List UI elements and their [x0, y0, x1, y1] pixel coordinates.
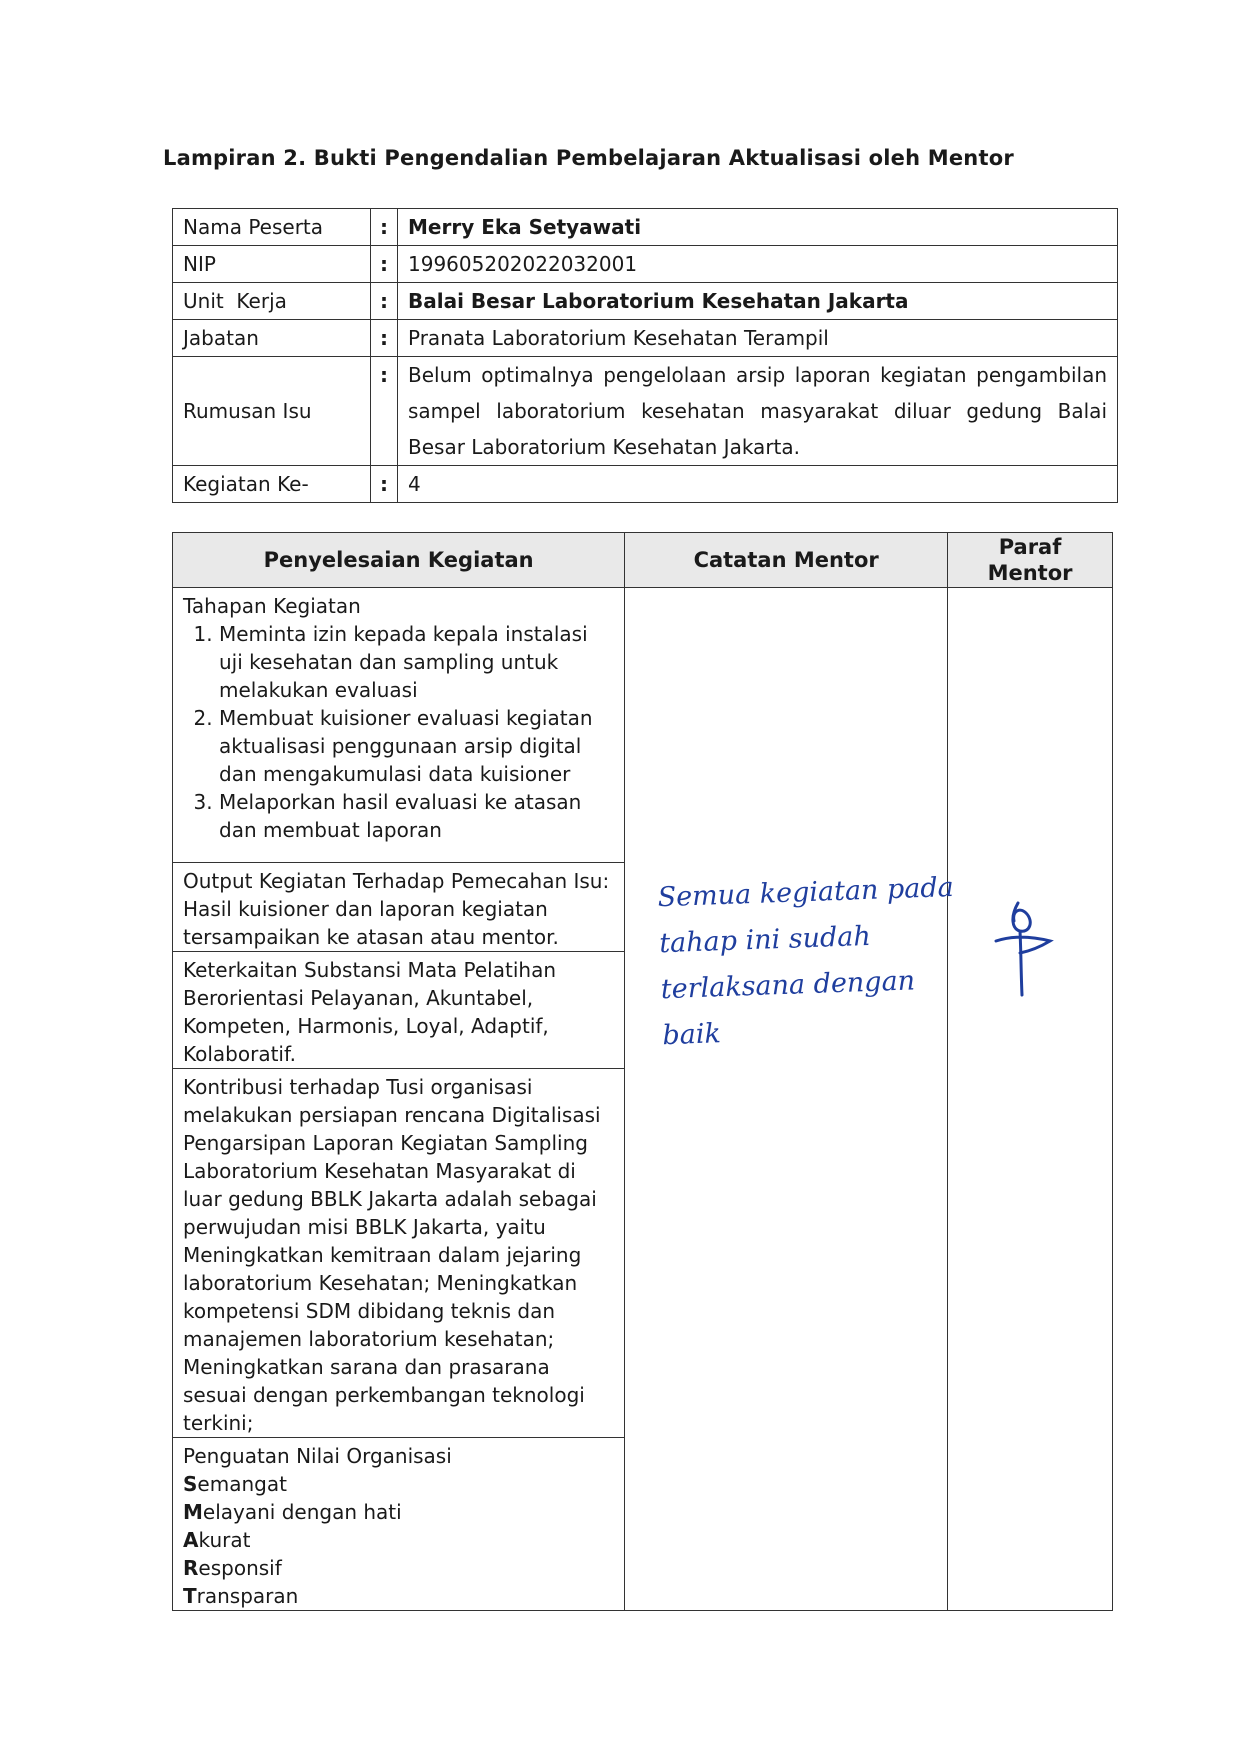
- mentor-handwritten-note: Semua kegiatan pada tahap ini sudah terlaksana dengan baik: [657, 871, 955, 1052]
- nilai-item: [183, 1498, 614, 1526]
- kontribusi-cell: Kontribusi terhadap Tusi organisasi melakukan persiapan rencana Digitalisasi Pengarsipan Laporan Kegiatan Sampling Laboratorium Kesehatan Masyarakat di luar gedung BBLK Jakarta adalah sebagai perwujudan misi BBLK Jakarta, yaitu Meningkatkan kemitraan dalam jejaring laboratorium Kesehatan; Meningkatkan kompetensi SDM dibidang teknis dan manajemen laboratorium kesehatan; Meningkatkan sarana dan prasarana sesuai dengan perkembangan teknologi terkini;: [173, 1069, 625, 1438]
- info-row-unit: [173, 283, 1118, 320]
- row-tahapan: [173, 588, 1113, 863]
- output-cell: [173, 863, 625, 952]
- participant-info-table: [172, 208, 1118, 503]
- nilai-item: [183, 1470, 614, 1498]
- nilai-rest: esponsif: [198, 1556, 282, 1580]
- nilai-initial: M: [183, 1500, 203, 1524]
- nama-label: Nama Peserta: [173, 209, 371, 246]
- keterkaitan-cell: Keterkaitan Substansi Mata Pelatihan Berorientasi Pelayanan, Akuntabel, Kompeten, Harmonis, Loyal, Adaptif, Kolaboratif.: [173, 952, 625, 1069]
- tahapan-step: 3. Melaporkan hasil evaluasi ke atasan dan membuat laporan: [219, 788, 614, 844]
- info-row-jabatan: [173, 320, 1118, 357]
- unit-label: Unit Kerja: [173, 283, 371, 320]
- nilai-cell: [173, 1438, 625, 1611]
- colon: :: [371, 246, 398, 283]
- jabatan-label: Jabatan: [173, 320, 371, 357]
- colon: :: [371, 357, 398, 466]
- tahapan-step: 2. Membuat kuisioner evaluasi kegiatan aktualisasi penggunaan arsip digital dan mengakumulasi data kuisioner: [219, 704, 614, 788]
- paraf-mentor-cell: [948, 588, 1113, 1611]
- isu-value: Belum optimalnya pengelolaan arsip laporan kegiatan pengambilan sampel laboratorium kesehatan masyarakat diluar gedung Balai Besar Laboratorium Kesehatan Jakarta.: [398, 357, 1118, 466]
- output-heading: Output Kegiatan Terhadap Pemecahan Isu:: [183, 869, 610, 893]
- nilai-item: [183, 1554, 614, 1582]
- info-row-nama: [173, 209, 1118, 246]
- info-row-kegiatan: [173, 466, 1118, 503]
- colon: :: [371, 320, 398, 357]
- nilai-rest: elayani dengan hati: [202, 1500, 402, 1524]
- colon: :: [371, 209, 398, 246]
- signature-stroke: [996, 903, 1050, 995]
- tahapan-step: 1. Meminta izin kepada kepala instalasi uji kesehatan dan sampling untuk melakukan evaluasi: [219, 620, 614, 704]
- nilai-rest: ransparan: [196, 1584, 299, 1608]
- nilai-initial: A: [183, 1528, 199, 1552]
- nama-value: Merry Eka Setyawati: [398, 209, 1118, 246]
- kegiatan-value: 4: [398, 466, 1118, 503]
- colon: :: [371, 466, 398, 503]
- output-text: Hasil kuisioner dan laporan kegiatan tersampaikan ke atasan atau mentor.: [183, 897, 559, 949]
- tahapan-list: [183, 620, 614, 844]
- nilai-rest: emangat: [197, 1472, 287, 1496]
- isu-label: Rumusan Isu: [173, 357, 371, 466]
- info-row-isu: [173, 357, 1118, 466]
- header-catatan: Catatan Mentor: [625, 533, 948, 588]
- header-penyelesaian: Penyelesaian Kegiatan: [173, 533, 625, 588]
- mentor-signature-icon: [990, 895, 1060, 1005]
- nilai-heading: Penguatan Nilai Organisasi: [183, 1444, 452, 1468]
- unit-value: Balai Besar Laboratorium Kesehatan Jakarta: [398, 283, 1118, 320]
- nilai-item: [183, 1526, 614, 1554]
- tahapan-cell: [173, 588, 625, 863]
- nilai-initial: T: [183, 1584, 197, 1608]
- tahapan-heading: Tahapan Kegiatan: [183, 594, 361, 618]
- page-title: Lampiran 2. Bukti Pengendalian Pembelajaran Aktualisasi oleh Mentor: [163, 146, 1014, 170]
- catatan-mentor-cell: [625, 588, 948, 1611]
- kegiatan-label: Kegiatan Ke-: [173, 466, 371, 503]
- activity-table: [172, 532, 1113, 1611]
- nilai-initial: R: [183, 1556, 199, 1580]
- header-paraf: Paraf Mentor: [948, 533, 1113, 588]
- nilai-item: [183, 1582, 614, 1610]
- nilai-rest: kurat: [198, 1528, 251, 1552]
- colon: :: [371, 283, 398, 320]
- nip-label: NIP: [173, 246, 371, 283]
- nilai-initial: S: [183, 1472, 198, 1496]
- activity-header-row: [173, 533, 1113, 588]
- info-row-nip: [173, 246, 1118, 283]
- jabatan-value: Pranata Laboratorium Kesehatan Terampil: [398, 320, 1118, 357]
- nip-value: 199605202022032001: [398, 246, 1118, 283]
